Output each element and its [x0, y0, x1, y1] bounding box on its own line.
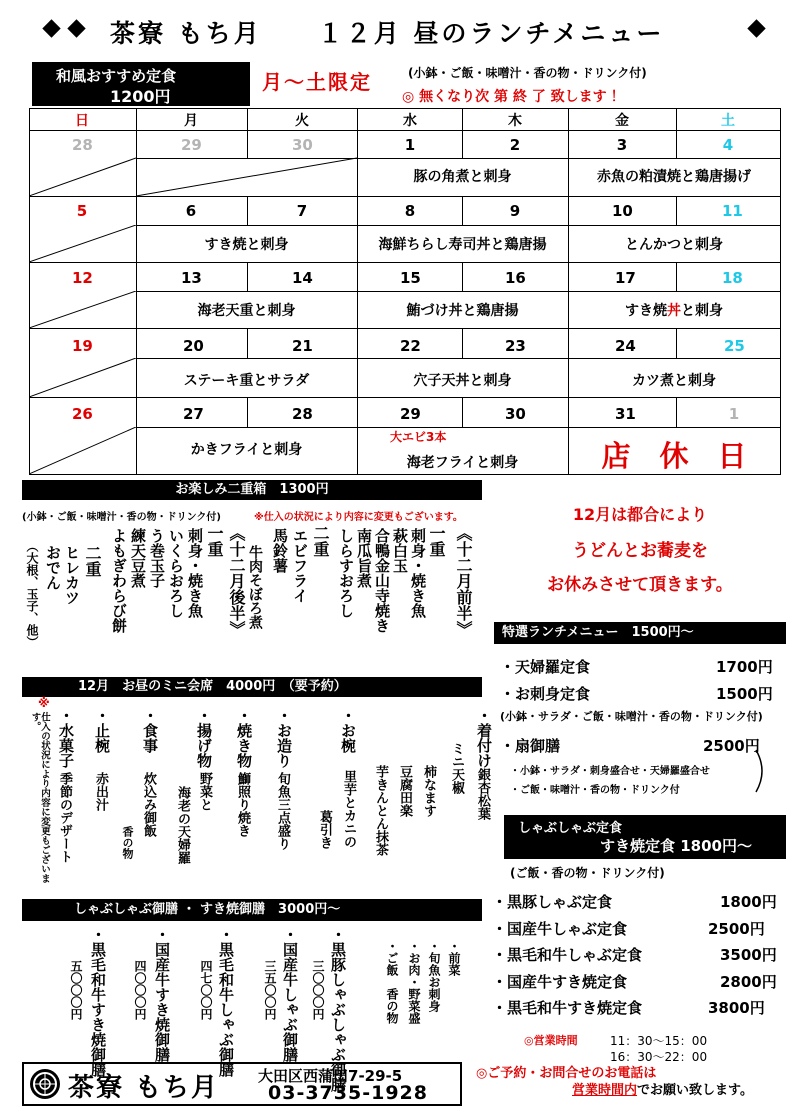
shop-tel: 03-3735-1928 — [268, 1082, 428, 1104]
day-number: 21 — [292, 337, 313, 355]
day-number: 3 — [616, 136, 628, 154]
hours-label: ◎営業時間 — [524, 1034, 578, 1047]
meal-cell: 豚の角煮と刺身 — [413, 169, 512, 185]
day-number: 24 — [615, 337, 636, 355]
special-title: 特選ランチメニュー 1500円～ — [494, 622, 786, 644]
nijubako-includes: (小鉢・ご飯・味噌汁・香の物・ドリンク付) — [22, 512, 221, 523]
kaiseki-col: 豆腐田楽 — [397, 765, 412, 817]
shabu-teishoku-item: ・国産牛しゃぶ定食 — [492, 920, 628, 938]
notice-line: うどんとお蕎麦を — [572, 541, 708, 561]
nijubako-col: おでん — [44, 545, 62, 590]
kaiseki-col: ・止椀 — [93, 708, 111, 753]
bracket-decoration — [754, 748, 770, 794]
shop-address: 大田区西蒲田7-29-5 — [258, 1067, 403, 1085]
weekday-fri: 金 — [615, 113, 629, 129]
teishoku-name: 和風おすすめ定食 — [56, 67, 177, 85]
meal-cell: 海鮮ちらし寿司丼と鶏唐揚 — [378, 237, 547, 253]
crest-icon — [30, 1069, 60, 1099]
ogi-name: ・扇御膳 — [500, 737, 561, 755]
kaiseki-col: 葛引き — [317, 810, 332, 849]
kaiseki-col: 赤出汁 — [93, 772, 108, 811]
nijubako-col: いくらおろし — [167, 528, 185, 618]
closed-day: 店 休 日 — [601, 439, 747, 473]
day-number: 17 — [615, 269, 636, 287]
gozen-col: ・国産牛すき焼御膳 — [153, 927, 171, 1062]
day-number: 23 — [505, 337, 526, 355]
kaiseki-col: 銀杏松葉 — [475, 768, 490, 820]
shabu-teishoku-subtitle: すき焼定食 1800円～ — [600, 837, 752, 855]
special-includes: (小鉢・サラダ・ご飯・味噌汁・香の物・ドリンク付) — [500, 710, 763, 723]
shop-name: 茶寮 もち月 — [68, 1073, 220, 1103]
day-number: 1 — [404, 136, 416, 154]
day-number: 20 — [183, 337, 204, 355]
gozen-col: 三五〇〇円 — [263, 960, 277, 1020]
kaiseki-col: ・焼き物 — [235, 708, 253, 768]
diamond-icon — [747, 19, 765, 37]
meal-text: と刺身 — [681, 303, 723, 319]
gozen-col: 三〇〇〇円 — [311, 960, 325, 1020]
diagonal-slash — [136, 130, 357, 196]
day-number: 22 — [400, 337, 421, 355]
gozen-col: ・黒毛和牛すき焼御膳 — [89, 927, 107, 1077]
page-title: 茶寮 もち月 １２月 昼のランチメニュー — [110, 19, 665, 48]
notice-line: 12月は都合により — [572, 505, 708, 524]
nijubako-col: 練天豆煮 — [129, 528, 147, 588]
weekday-mon: 月 — [184, 113, 198, 129]
shabu-teishoku-price: 3500円 — [720, 946, 777, 964]
diamond-icon — [67, 19, 85, 37]
nijubako-col: しらすおろし — [337, 528, 355, 618]
day-number: 25 — [724, 337, 745, 355]
kaiseki-col: ・揚げ物 — [195, 708, 213, 768]
day-number: 9 — [509, 202, 521, 220]
ogi-detail: ・ご飯・味噌汁・香の物・ドリンク付 — [510, 785, 680, 796]
shabu-teishoku-price: 1800円 — [720, 893, 777, 911]
diagonal-slash — [29, 225, 136, 262]
shabu-teishoku-price: 2800円 — [720, 973, 777, 991]
meal-cell: すき焼と刺身 — [204, 237, 289, 253]
kaiseki-col: 里芋とカニの — [341, 770, 356, 848]
day-number: 30 — [292, 136, 313, 154]
teishoku-includes: (小鉢・ご飯・味噌汁・香の物・ドリンク付) — [408, 66, 647, 80]
nijubako-col: 刺身・焼き魚 — [186, 528, 204, 618]
day-number: 26 — [72, 405, 93, 423]
shop-logo — [30, 1069, 60, 1099]
nijubako-col: 合鴨金山寺焼き — [373, 528, 391, 633]
day-number: 8 — [404, 202, 416, 220]
nijubako-col: 萩白玉 — [391, 528, 409, 573]
kaiseki-col: 炊込み御飯 — [141, 772, 156, 837]
shabu-teishoku-title-text: しゃぶしゃぶ定食 — [518, 821, 623, 836]
diagonal-slash — [29, 358, 136, 397]
weekday-thu: 木 — [508, 113, 522, 129]
kaiseki-col: 鰤照り焼き — [235, 772, 250, 837]
ogi-detail: ・小鉢・サラダ・刺身盛合せ・天婦羅盛合せ — [510, 766, 710, 777]
shabu-teishoku-item: ・黒毛和牛しゃぶ定食 — [492, 946, 643, 964]
weekday-sun: 日 — [75, 113, 89, 129]
kaiseki-col: 季節のデザート — [57, 772, 72, 863]
day-number: 1 — [728, 405, 740, 423]
day-number: 27 — [183, 405, 204, 423]
diagonal-slash — [29, 291, 136, 328]
meal-cell: 赤魚の粕漬焼と鶏唐揚げ — [597, 169, 751, 185]
gozen-col: ・黒豚しゃぶしゃぶ御膳 — [329, 927, 347, 1092]
nijubako-col: 《十二月後半》 — [227, 525, 246, 637]
meal-cell: ステーキ重とサラダ — [183, 373, 310, 389]
special-item: ・天婦羅定食 — [500, 658, 591, 676]
kaiseki-col: ・食事 — [141, 708, 159, 753]
shabu-teishoku-price: 2500円 — [708, 920, 765, 938]
kaiseki-col: 旬魚三点盛り — [275, 772, 290, 850]
day-number: 4 — [722, 136, 734, 154]
special-price: 1700円 — [716, 658, 773, 676]
kaiseki-col: ・お椀 — [339, 708, 357, 753]
shabu-teishoku-includes: (ご飯・香の物・ドリンク付) — [510, 866, 665, 880]
meal-cell: 海老天重と刺身 — [197, 303, 296, 319]
reserve-text: でお願い致します。 — [637, 1083, 753, 1098]
kaiseki-col: ・お造り — [275, 708, 293, 768]
day-number: 28 — [292, 405, 313, 423]
meal-tag: 大エビ3本 — [390, 430, 447, 444]
gozen-col: 四七〇〇円 — [199, 960, 213, 1020]
kaiseki-col: 海老の天婦羅 — [175, 786, 190, 864]
meal-cell: 穴子天丼と刺身 — [413, 373, 512, 389]
day-number: 30 — [505, 405, 526, 423]
meal-text-highlight: 丼 — [667, 303, 681, 319]
kaiseki-col: 柿なます — [421, 765, 436, 817]
nijubako-col: （大根、玉子、他） — [25, 540, 39, 648]
hours-line: 11：30～15：00 — [610, 1034, 708, 1048]
day-number: 19 — [72, 337, 93, 355]
kaiseki-note-mark: ※ — [38, 696, 50, 710]
shabu-teishoku-item: ・国産牛すき焼定食 — [492, 973, 628, 991]
day-number: 10 — [612, 202, 633, 220]
gozen-col: 四〇〇〇円 — [133, 960, 147, 1020]
weekday-tue: 火 — [295, 113, 309, 129]
meal-cell: カツ煮と刺身 — [632, 373, 716, 389]
shabu-teishoku-item: ・黒豚しゃぶ定食 — [492, 893, 613, 911]
nijubako-col: 牛肉そぼろ煮 — [247, 545, 263, 629]
day-number: 15 — [400, 269, 421, 287]
meal-text: すき焼 — [625, 303, 667, 319]
nijubako-col: エビフライ — [291, 528, 309, 603]
nijubako-col: 二重 — [83, 545, 102, 577]
hours-line: 16：30～22：00 — [610, 1050, 708, 1064]
kaiseki-note: 仕入の状況により内容に変更もございます。 — [29, 712, 50, 883]
gozen-col: ・旬魚お刺身 — [427, 940, 441, 1012]
day-number: 6 — [185, 202, 197, 220]
kaiseki-title: 12月 お昼のミニ会席 4000円 （要予約） — [22, 677, 482, 697]
meal-cell: とんかつと刺身 — [625, 237, 723, 253]
nijubako-col: 南瓜旨煮 — [355, 528, 373, 588]
day-number: 16 — [505, 269, 526, 287]
gozen-col: ・黒毛和牛しゃぶ御膳 — [217, 927, 235, 1077]
shabu-gozen-title: しゃぶしゃぶ御膳 ・ すき焼御膳 3000円～ — [22, 899, 482, 921]
shabu-teishoku-title — [504, 815, 786, 859]
day-number: 31 — [615, 405, 636, 423]
weekday-sat: 土 — [721, 113, 735, 129]
teishoku-exclaim: ！ — [610, 89, 625, 105]
nijubako-title: お楽しみ二重箱 1300円 — [22, 480, 482, 500]
special-item: ・お刺身定食 — [500, 685, 591, 703]
day-number: 11 — [722, 202, 743, 220]
teishoku-note — [402, 86, 625, 106]
teishoku-note-text: ◎ 無くなり次 第 終 了 致します — [402, 89, 607, 105]
meal-cell: 海老フライと刺身 — [406, 455, 519, 471]
gozen-col: ・ご飯 香の物 — [385, 940, 399, 1024]
meal-cell — [568, 300, 780, 320]
kaiseki-col: 芋きんとん抹茶 — [373, 765, 388, 856]
gozen-col: ・国産牛しゃぶ御膳 — [281, 927, 299, 1062]
teishoku-price: 1200円 — [110, 87, 171, 106]
day-number: 2 — [509, 136, 521, 154]
teishoku-limit: 月～土限定 — [262, 70, 372, 94]
day-number: 12 — [72, 269, 93, 287]
nijubako-col: 馬鈴薯 — [271, 528, 289, 573]
nijubako-col: 一重 — [427, 525, 446, 557]
nijubako-col: 《十二月前半》 — [454, 525, 473, 637]
day-number: 28 — [72, 136, 93, 154]
nijubako-col: 二重 — [311, 525, 330, 557]
nijubako-col: 刺身・焼き魚 — [409, 528, 427, 618]
day-number: 29 — [400, 405, 421, 423]
kaiseki-col: ・着付け — [475, 708, 493, 768]
teishoku-badge — [32, 62, 250, 106]
reserve-note-2 — [572, 1079, 753, 1098]
notice-line: お休みさせて頂きます。 — [547, 575, 733, 595]
shop-footer — [22, 1062, 462, 1106]
nijubako-col: よもぎわらび餅 — [110, 528, 128, 633]
weekday-wed: 水 — [403, 113, 417, 129]
diagonal-slash — [29, 427, 136, 474]
kaiseki-col: ミニ天椒 — [449, 742, 464, 794]
shabu-teishoku-price: 3800円 — [708, 999, 765, 1017]
reserve-text: ◎ご予約・お問合せのお電話は — [476, 1066, 657, 1081]
day-number: 5 — [76, 202, 88, 220]
diamond-icon — [42, 19, 60, 37]
meal-cell: 鮪づけ丼と鶏唐揚 — [406, 303, 519, 319]
gozen-col: ・前菜 — [447, 940, 461, 976]
day-number: 13 — [181, 269, 202, 287]
nijubako-col: 一重 — [205, 525, 224, 557]
shabu-teishoku-item: ・黒毛和牛すき焼定食 — [492, 999, 643, 1017]
reserve-highlight: 営業時間内 — [572, 1083, 638, 1098]
special-price: 1500円 — [716, 685, 773, 703]
day-number: 29 — [181, 136, 202, 154]
day-number: 18 — [722, 269, 743, 287]
kaiseki-col: ・水菓子 — [57, 708, 75, 768]
day-number: 7 — [296, 202, 308, 220]
gozen-col: 五〇〇〇円 — [69, 960, 83, 1020]
nijubako-note: ※仕入の状況により内容に変更もございます。 — [254, 512, 463, 523]
meal-cell: かきフライと刺身 — [190, 442, 303, 458]
kaiseki-col: 野菜と — [197, 772, 212, 811]
gozen-col: ・お肉・野菜盛 — [407, 940, 421, 1024]
nijubako-col: う巻玉子 — [148, 528, 166, 588]
nijubako-col: ヒレカツ — [63, 545, 81, 605]
ogi-price: 2500円 — [703, 737, 760, 755]
kaiseki-col: 香の物 — [121, 826, 134, 859]
day-number: 14 — [292, 269, 313, 287]
